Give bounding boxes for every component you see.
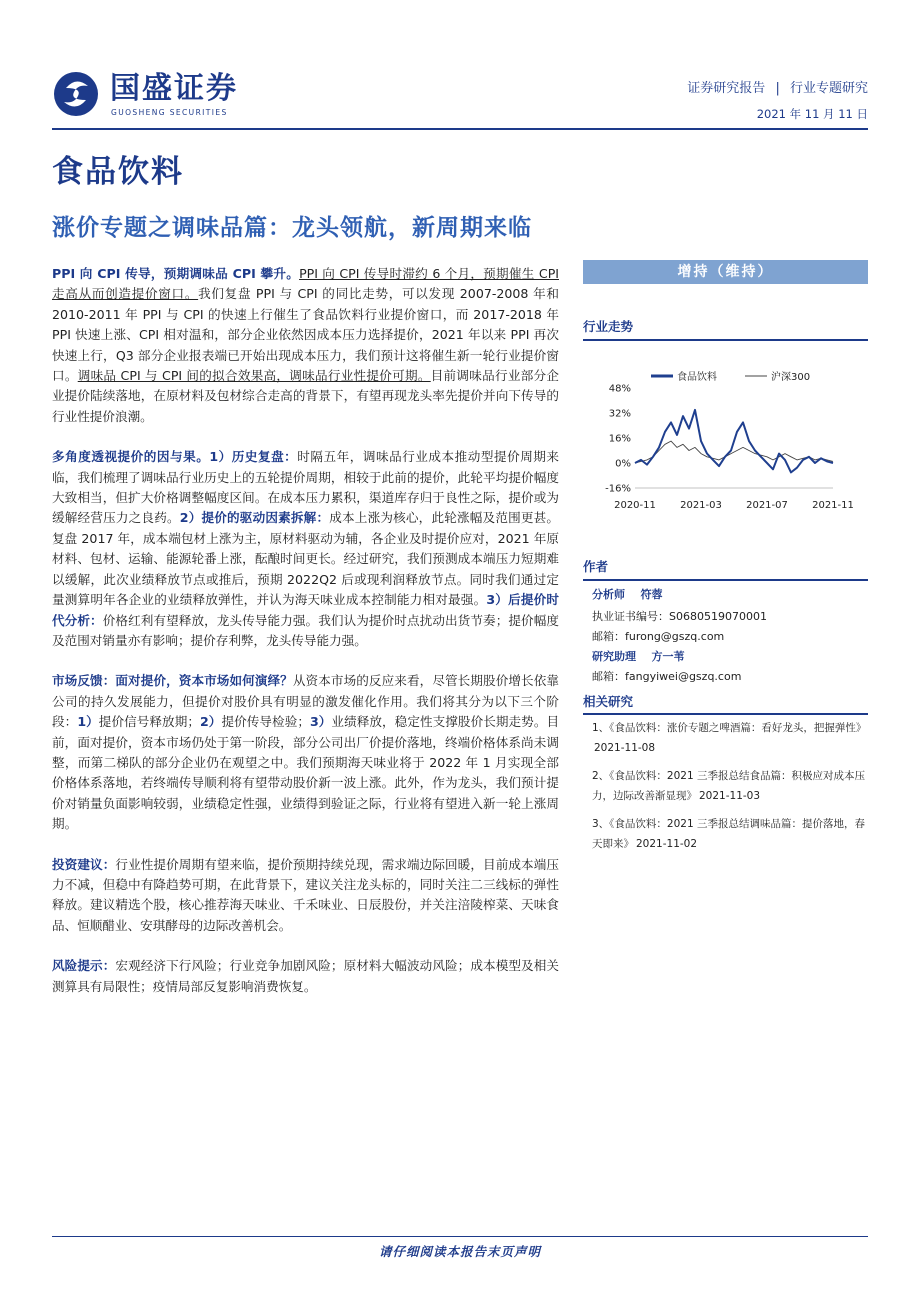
y-tick-label: 32% [608, 408, 631, 420]
header-divider [52, 128, 868, 130]
footer-disclaimer: 请仔细阅读本报告末页声明 [378, 1244, 541, 1259]
trend-heading: 行业走势 [583, 319, 634, 334]
assistant-email[interactable]: fangyiwei@gszq.com [625, 670, 742, 683]
related-heading: 相关研究 [583, 694, 634, 709]
email-row-analyst: 邮箱：furong@gszq.com [592, 630, 725, 643]
paragraph-risk: 风险提示：宏观经济下行风险；行业竞争加剧风险；原材料大幅波动风险；成本模型及相关测算具有局限性；疫情局部反复影响消费恢复。 [52, 958, 560, 994]
y-tick-label: 16% [608, 433, 631, 445]
x-tick-label: 2021-07 [746, 500, 788, 511]
main-text [52, 264, 559, 1017]
x-tick-label: 2020-11 [614, 500, 656, 511]
related-divider [583, 713, 868, 715]
author-heading: 作者 [583, 559, 609, 574]
trend-divider [583, 339, 868, 341]
x-tick-label: 2021-03 [680, 500, 722, 511]
related-item[interactable]: 3、《食品饮料：2021 三季报总结调味品篇：提价落地，春天即来》 2021-11-02 [592, 818, 865, 850]
paragraph-price-analysis: 多角度透视提价的因与果。1）历史复盘：时隔五年，调味品行业成本推动型提价周期来临，我们梳理了调味品行业历史上的五轮提价周期，相较于此前的提价，此轮平均提价幅度大致相当，但扩大价格调整幅度区间。在成本压力累积，渠道库存归于良性之际，提价或为缓解经营压力之良药。2）提价的驱动因素拆解：成本上涨为核心，此轮涨幅及范围更甚。复盘 2017 年，成本端包材上涨为主，原材料驱动为辅，各企业及时提价应对，2021 年原材料、包材、运输、能源轮番上涨，酝酿时间更长。经过研究，我们预测成本端压力短期难以缓解，此次业绩释放节点或推后，预期 2022Q2 后或现利润释放节点。同时我们通过定量测算明年各企业的业绩释放弹性，并认为海天味业成本控制能力相对最强。3）后提价时代分析：价格红利有望释放，龙头传导能力强。我们认为提价时点扰动出货节奏；提价幅度及范围对销量亦有影响；提价存利弊，龙头传导能力强。 [52, 449, 560, 648]
related-item[interactable]: 2、《食品饮料：2021 三季报总结食品篇：积极应对成本压力，边际改善渐显现》 2021-11-03 [592, 770, 865, 802]
industry-trend-chart [583, 362, 868, 520]
paragraph-investment-advice: 投资建议：行业性提价周期有望来临，提价预期持续兑现，需求端边际回暖，目前成本端压力不减，但稳中有降趋势可期，在此背景下，建议关注龙头标的，同时关注二三线标的弹性释放。建议精选个股，核心推荐海天味业、千禾味业、日辰股份，并关注涪陵榨菜、天味食品、恒顺醋业、安琪酵母的边际改善机会。 [52, 856, 560, 933]
footer-divider [52, 1236, 868, 1237]
assistant-row: 研究助理 方一苇 [592, 650, 685, 663]
report-type: 证券研究报告 | 行业专题研究 [687, 81, 868, 96]
paragraph-ppi-cpi: PPI 向 CPI 传导，预期调味品 CPI 攀升。PPI 向 CPI 传导时滞约 6 个月，预期催生 CPI 走高从而创造提价窗口。我们复盘 PPI 与 CPI 的同比走势，可以发现 2007-2008 年和 2010-2011 年 PPI 与 CPI 的快速上行催生了食品饮料行业提价窗口，而 2017-2018 年 PPI 快速上涨、CPI 相对温和，部分企业依然因成本压力选择提价，2021 年以来 PPI 再次快速上行，Q3 部分企业报表端已开始出现成本压力，我们预计这将催生新一轮行业提价窗口。调味品 CPI 与 CPI 间的拟合效果高，调味品行业性提价可期。目前调味品行业部分企业提价陆续落地，在原材料及包材综合走高的背景下，有望再现龙头率先提价并向下传导的行业性提价浪潮。 [52, 266, 560, 424]
logo-mark-icon [52, 70, 100, 118]
y-tick-label: 48% [608, 383, 631, 395]
brand-name-en: GUOSHENG SECURITIES [111, 108, 228, 117]
series-line-food-beverage [635, 410, 833, 473]
legend-label: 沪深300 [771, 372, 811, 383]
report-date: 2021 年 11 月 11 日 [756, 107, 868, 121]
email-row-assistant: 邮箱：fangyiwei@gszq.com [592, 670, 742, 683]
analyst-email[interactable]: furong@gszq.com [625, 630, 725, 643]
related-item[interactable]: 1、《食品饮料：涨价专题之啤酒篇：看好龙头，把握弹性》2021-11-08 [592, 722, 867, 754]
brand-name: 国盛证券 [110, 71, 238, 106]
rating-badge: 增持（维持） [583, 260, 868, 284]
report-title: 涨价专题之调味品篇：龙头领航，新周期来临 [52, 215, 532, 241]
license-row: 执业证书编号：S0680519070001 [592, 610, 767, 623]
legend-label: 食品饮料 [677, 372, 717, 383]
y-tick-label: 0% [615, 458, 631, 470]
analyst-row: 分析师 符蓉 [592, 588, 663, 601]
y-tick-label: -16% [605, 483, 631, 495]
x-tick-label: 2021-11 [812, 500, 854, 511]
paragraph-market-feedback: 市场反馈：面对提价，资本市场如何演绎？从资本市场的反应来看，尽管长期股价增长依靠公司的持久发展能力，但提价对股价具有明显的激发催化作用。我们将其分为以下三个阶段：1）提价信号释放期；2）提价传导检验；3）业绩释放，稳定性支撑股价长期走势。目前，面对提价，资本市场仍处于第一阶段，部分公司出厂价提价落地，终端价格体系尚未调整，而第二梯队的部分企业仍在观望之中。我们预期海天味业将于 2022 年 1 月实现全部价格体系落地，若终端传导顺利将有望带动股价新一波上涨。此外，作为龙头，我们预计提价对销量负面影响较弱，业绩稳定性强，业绩得到验证之际，行业将有望进入新一轮上涨周期。 [52, 673, 560, 832]
author-divider [583, 579, 868, 581]
sector-title: 食品饮料 [52, 154, 184, 190]
